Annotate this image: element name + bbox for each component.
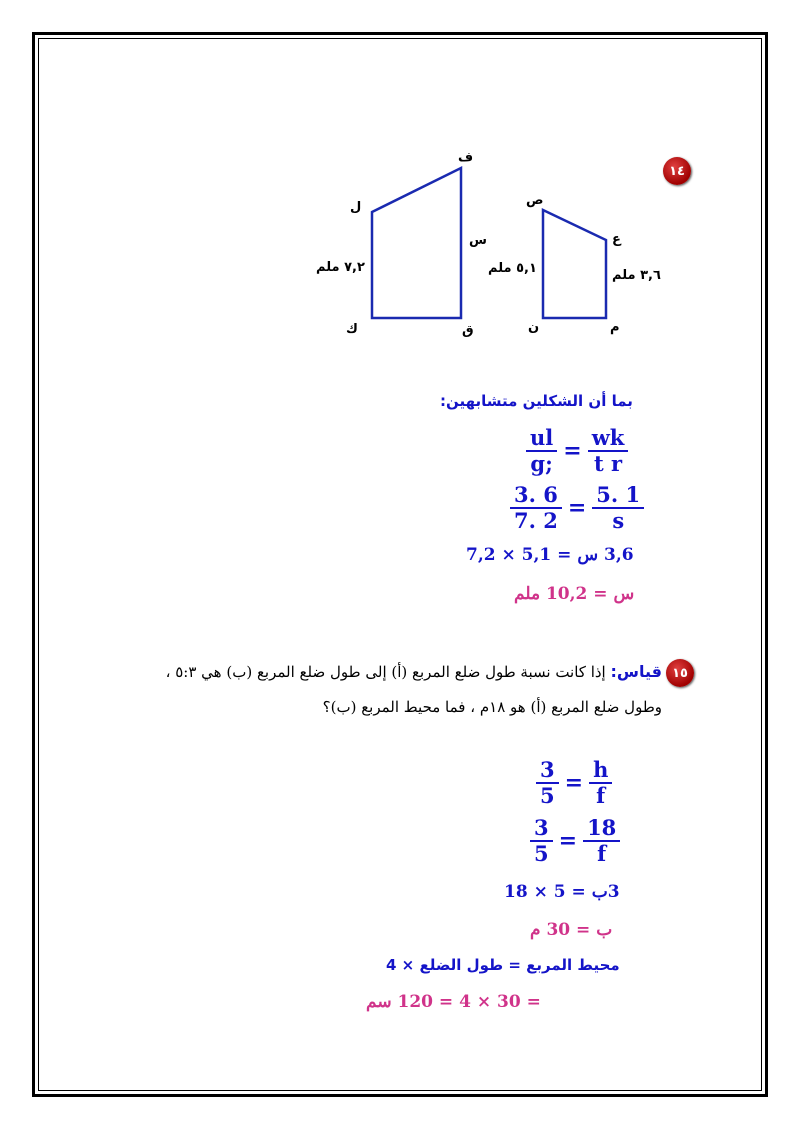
problem-15-proportion-2: $\frac{3}{5}$ = $\frac{18}{f}$ bbox=[530, 816, 620, 866]
side-label-5-1: ٥,١ ملم bbox=[488, 261, 537, 276]
problem-15-text-line-2: وطول ضلع المربع (أ) هو ١٨م ، فما محيط المربع (ب)؟ bbox=[322, 698, 662, 716]
vertex-label-n: ن bbox=[528, 320, 540, 335]
frac-den: 5 bbox=[534, 841, 549, 866]
problem-15-proportion-1: $\frac{3}{5}$ = $\frac{h}{f}$ bbox=[536, 758, 612, 808]
frac-den: s bbox=[612, 508, 625, 533]
frac-num: wk bbox=[588, 426, 629, 452]
vertex-label-ain: ع bbox=[612, 232, 621, 247]
frac-den: f bbox=[597, 841, 607, 866]
frac-num: 5. 1 bbox=[592, 483, 644, 509]
vertex-label-q: ق bbox=[462, 323, 474, 338]
side-label-7-2: ٧,٢ ملم bbox=[316, 260, 365, 275]
vertex-label-m: م bbox=[610, 320, 620, 335]
frac-num: ul bbox=[526, 426, 557, 452]
problem-14-proportion-1: $\frac{ul}{g;}$ = $\frac{wk}{\text{t r}}$ bbox=[526, 426, 628, 476]
side-label-3-6: ٣,٦ ملم bbox=[612, 268, 661, 283]
vertex-label-k: ك bbox=[346, 322, 358, 337]
problem-15-perimeter-formula: محيط المربع = طول الضلع × 4 bbox=[386, 956, 620, 974]
frac-den: 7. 2 bbox=[514, 508, 558, 533]
frac-num: 3 bbox=[536, 758, 559, 784]
problem-14-intro: بما أن الشكلين متشابهين: bbox=[440, 392, 633, 410]
vertex-label-sad: ص bbox=[526, 193, 544, 208]
problem-15-text-line-1 bbox=[166, 662, 662, 681]
problem-15-question-part-1: إذا كانت نسبة طول ضلع المربع (أ) إلى طول ضلع المربع (ب) هي ٥:٣ ، bbox=[165, 663, 611, 681]
problem-15-number: ١٥ bbox=[672, 665, 688, 681]
problem-15-badge bbox=[666, 659, 694, 687]
frac-num: 3. 6 bbox=[510, 483, 562, 509]
frac-den: 5 bbox=[540, 783, 555, 808]
vertex-label-l: ل bbox=[350, 200, 362, 215]
problem-14-number: ١٤ bbox=[669, 163, 685, 179]
frac-den: f bbox=[596, 783, 606, 808]
problem-15-heading: قياس: bbox=[610, 662, 662, 681]
frac-num: 18 bbox=[583, 816, 620, 842]
problem-15-answer-2: = 30 × 4 = 120 سم bbox=[366, 992, 541, 1012]
left-trapezoid bbox=[372, 168, 461, 318]
problem-15-equation-1: 3ب = 5 × 18 bbox=[504, 882, 620, 902]
problem-14-proportion-2: $\frac{3. 6}{7. 2}$ = $\frac{5. 1}{s}$ bbox=[510, 483, 644, 533]
problem-15-answer-1: ب = 30 م bbox=[530, 920, 613, 940]
similar-figures-diagram bbox=[0, 0, 800, 400]
vertex-label-f: ف bbox=[458, 150, 474, 165]
problem-14-equation: 3,6 س = 5,1 × 7,2 bbox=[466, 545, 634, 565]
frac-num: h bbox=[589, 758, 612, 784]
right-trapezoid bbox=[543, 210, 606, 318]
problem-14-answer: س = 10,2 ملم bbox=[514, 584, 635, 604]
frac-num: 3 bbox=[530, 816, 553, 842]
frac-den: t r bbox=[593, 451, 623, 476]
side-label-s: س bbox=[469, 233, 487, 248]
frac-den: g; bbox=[530, 451, 553, 476]
